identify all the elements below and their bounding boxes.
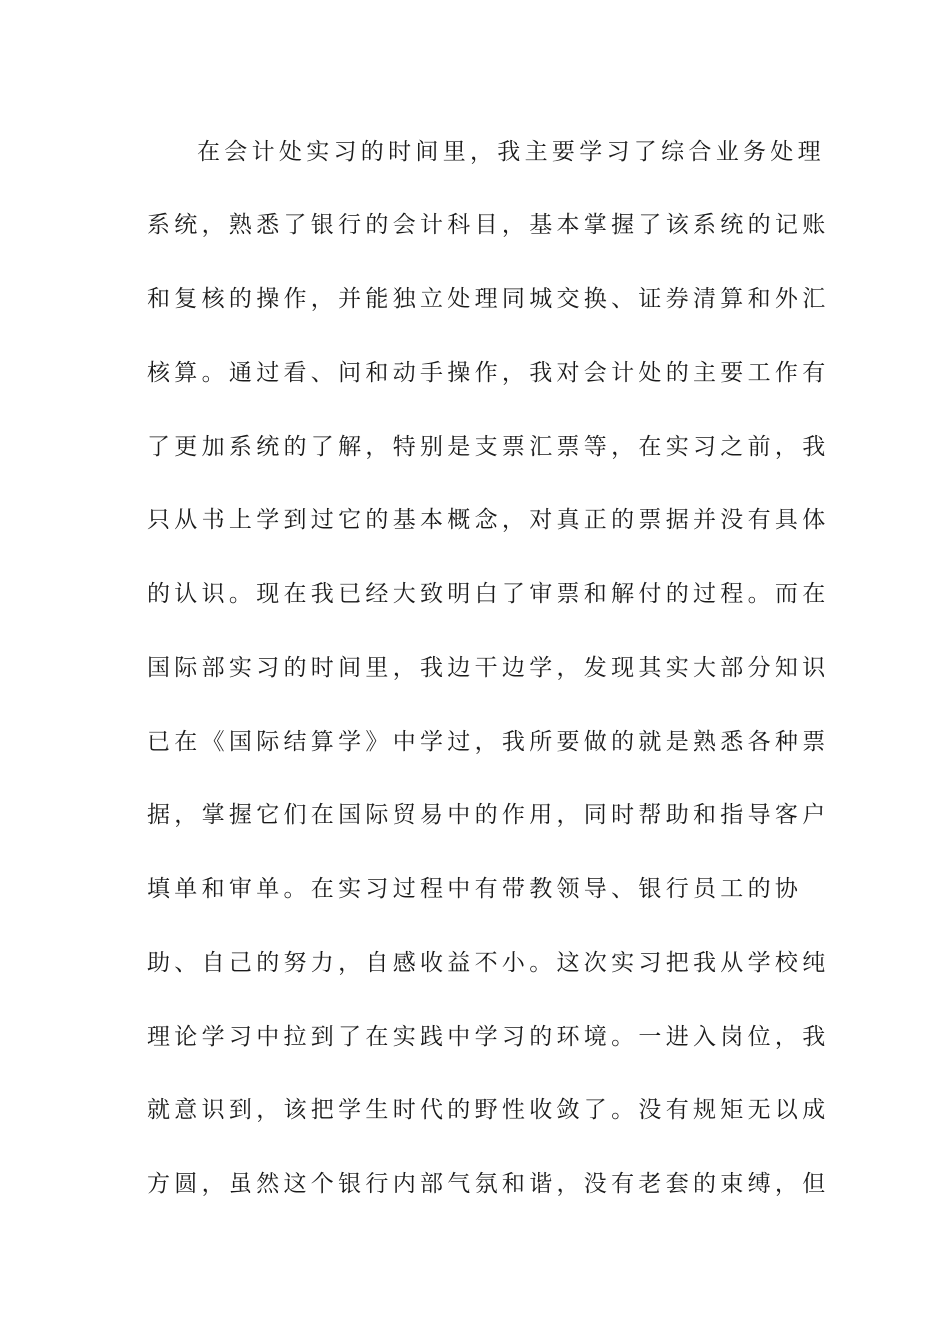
- paragraph-line: 系统，熟悉了银行的会计科目，基本掌握了该系统的记账: [147, 212, 830, 238]
- paragraph-line: 理论学习中拉到了在实践中学习的环境。一进入岗位，我: [147, 1024, 830, 1050]
- paragraph-line: 方圆，虽然这个银行内部气氛和谐，没有老套的束缚，但: [147, 1171, 830, 1197]
- paragraph-line: 国际部实习的时间里，我边干边学，发现其实大部分知识: [147, 655, 830, 681]
- paragraph-line: 已在《国际结算学》中学过，我所要做的就是熟悉各种票: [147, 729, 830, 755]
- paragraph-line: 助、自己的努力，自感收益不小。这次实习把我从学校纯: [147, 950, 830, 976]
- paragraph-line: 只从书上学到过它的基本概念，对真正的票据并没有具体: [147, 507, 830, 533]
- paragraph-line: 就意识到，该把学生时代的野性收敛了。没有规矩无以成: [147, 1097, 830, 1123]
- paragraph-line: 和复核的操作，并能独立处理同城交换、证券清算和外汇: [147, 286, 830, 312]
- paragraph-line: 据，掌握它们在国际贸易中的作用，同时帮助和指导客户: [147, 802, 830, 828]
- paragraph-line: 填单和审单。在实习过程中有带教领导、银行员工的协: [147, 876, 803, 902]
- paragraph-line: 核算。通过看、问和动手操作，我对会计处的主要工作有: [147, 360, 830, 386]
- paragraph-line: 的认识。现在我已经大致明白了审票和解付的过程。而在: [147, 581, 830, 607]
- paragraph-line: 了更加系统的了解，特别是支票汇票等，在实习之前，我: [147, 434, 830, 460]
- paragraph-line: 在会计处实习的时间里，我主要学习了综合业务处理: [197, 139, 825, 165]
